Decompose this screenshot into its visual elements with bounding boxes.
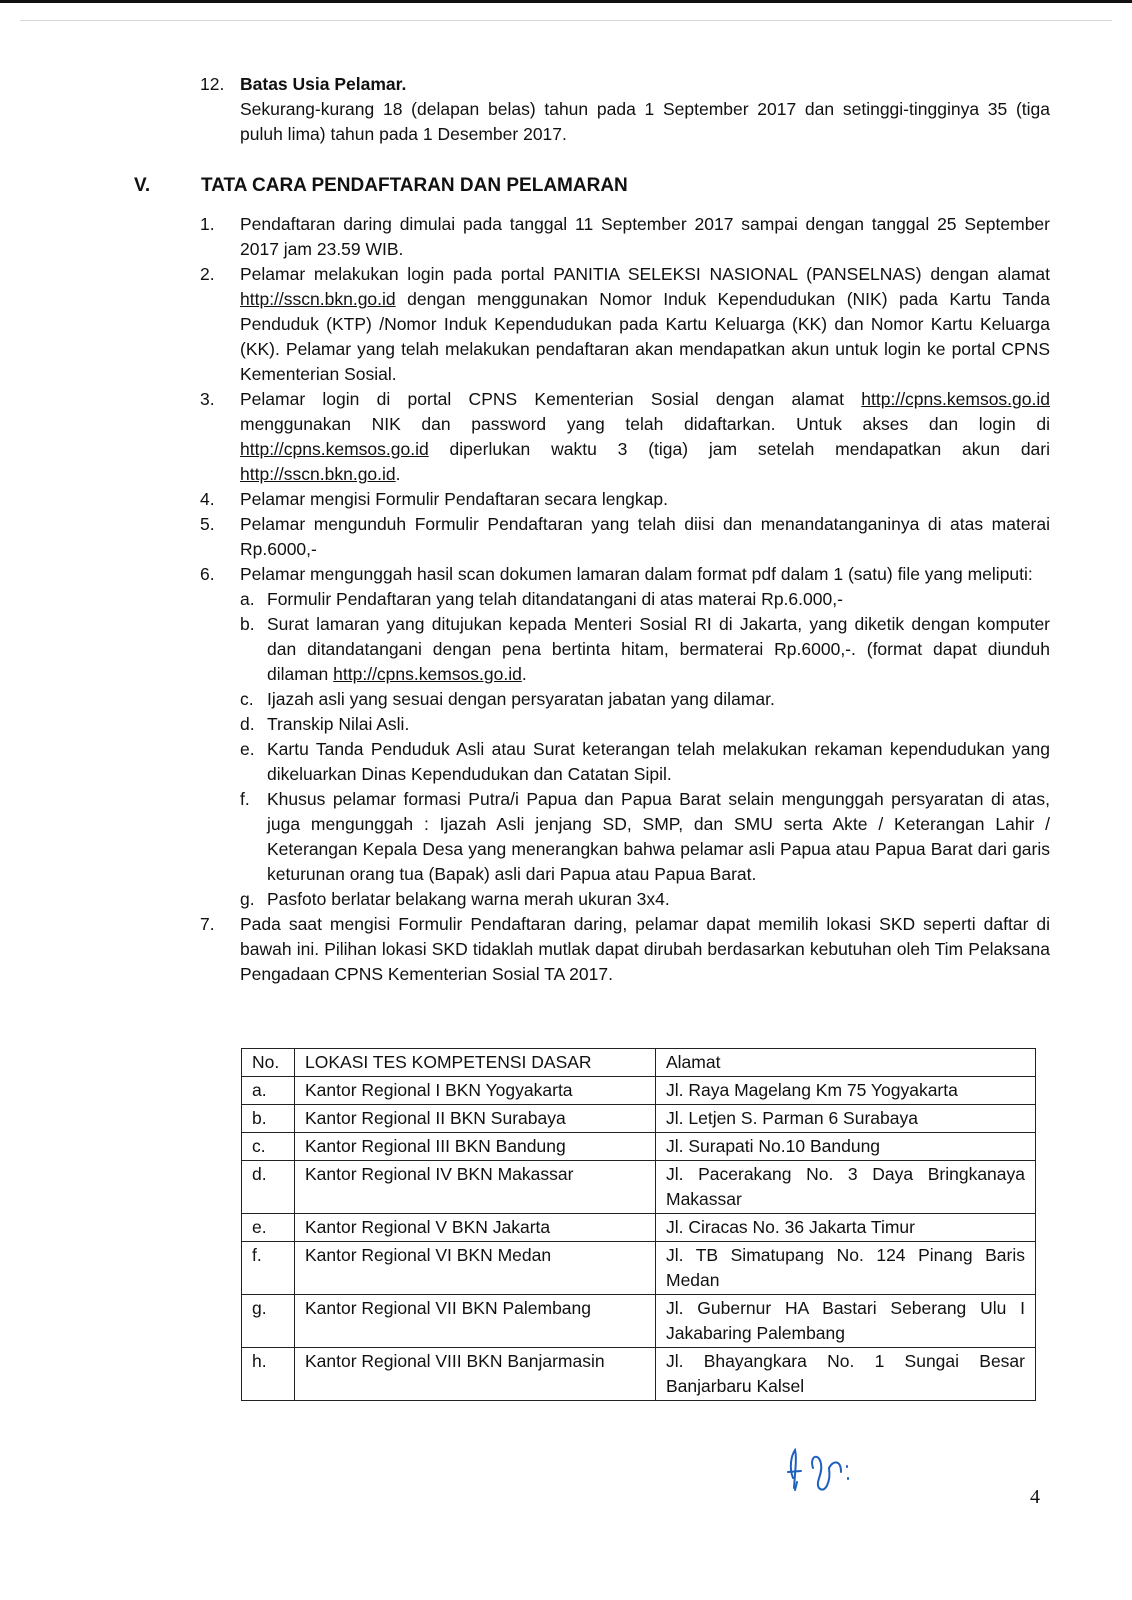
item-12-age-limit — [200, 72, 1050, 147]
table-row — [242, 1214, 1036, 1242]
table-row — [242, 1242, 1036, 1295]
table-cell: f. — [242, 1242, 295, 1295]
link-cpns-kemsos-2[interactable]: http://cpns.kemsos.go.id — [240, 439, 429, 459]
table-header-cell: Alamat — [656, 1049, 1036, 1077]
list-item-7: 7. Pada saat mengisi Formulir Pendaftaran daring, pelamar dapat memilih lokasi SKD seperti daftar di bawah ini. Pilihan lokasi SKD tidaklah mutlak dapat dirubah berdasarkan kebutuhan oleh Tim Pelaksana Pengadaan CPNS Kementerian Sosial TA 2017. — [200, 914, 1050, 984]
table-cell: d. — [242, 1161, 295, 1214]
table-cell: Jl. Ciracas No. 36 Jakarta Timur — [656, 1214, 1036, 1242]
table-cell: Kantor Regional III BKN Bandung — [295, 1133, 656, 1161]
link-cpns-kemsos[interactable]: http://cpns.kemsos.go.id — [861, 389, 1050, 409]
sub-item-f: f. Khusus pelamar formasi Putra/i Papua dan Papua Barat selain mengunggah persyaratan di atas, juga mengunggah : Ijazah Asli jenjang SD, SMP, dan SMU serta Akte / Keterangan Lahir / Keterangan Kepala Desa yang menerangkan bahwa pelamar asli Papua atau Papua Barat dari garis keturunan orang tua (Bapak) asli dari Papua atau Papua Barat. — [240, 789, 1050, 884]
table-cell: a. — [242, 1077, 295, 1105]
sub-item-d: d. Transkip Nilai Asli. — [240, 714, 410, 734]
table-cell: b. — [242, 1105, 295, 1133]
sub-item-c: c. Ijazah asli yang sesuai dengan persyaratan jabatan yang dilamar. — [240, 689, 775, 709]
table-cell: h. — [242, 1348, 295, 1401]
table-cell: Jl. Bhayangkara No. 1 Sungai Besar Banjarbaru Kalsel — [656, 1348, 1036, 1401]
table-cell: Kantor Regional II BKN Surabaya — [295, 1105, 656, 1133]
list-item-5: 5. Pelamar mengunduh Formulir Pendaftaran yang telah diisi dan menandatanganinya di atas materai Rp.6000,- — [200, 514, 1050, 559]
signature-strokes — [788, 1450, 848, 1490]
link-cpns-kemsos-3[interactable]: http://cpns.kemsos.go.id — [333, 664, 522, 684]
list-item-3: 3. Pelamar login di portal CPNS Kementerian Sosial dengan alamat http://cpns.kemsos.go.id menggunakan NIK dan password yang telah didaftarkan. Untuk akses dan login di http://cpns.kemsos.go.id diperlukan waktu 3 (tiga) jam setelah mendapatkan akun dari http://sscn.bkn.go.id. — [200, 389, 1050, 484]
item-title: Batas Usia Pelamar. — [240, 74, 407, 94]
sub-item-a: a. Formulir Pendaftaran yang telah ditandatangani di atas materai Rp.6.000,- — [240, 589, 843, 609]
table-cell: Kantor Regional VI BKN Medan — [295, 1242, 656, 1295]
section-title: TATA CARA PENDAFTARAN DAN PELAMARAN — [201, 175, 628, 196]
table-cell: Jl. TB Simatupang No. 124 Pinang Baris Medan — [656, 1242, 1036, 1295]
table-cell: Jl. Pacerakang No. 3 Daya Bringkanaya Makassar — [656, 1161, 1036, 1214]
link-sscn-2[interactable]: http://sscn.bkn.go.id — [240, 464, 396, 484]
table-row — [242, 1348, 1036, 1401]
table-cell: c. — [242, 1133, 295, 1161]
table-cell: Jl. Surapati No.10 Bandung — [656, 1133, 1036, 1161]
table-row — [242, 1077, 1036, 1105]
item-number: 12. — [200, 74, 225, 94]
table-cell: Jl. Letjen S. Parman 6 Surabaya — [656, 1105, 1036, 1133]
table-row — [242, 1161, 1036, 1214]
procedure-list — [200, 212, 1050, 987]
list-item-4: 4. Pelamar mengisi Formulir Pendaftaran secara lengkap. — [200, 489, 668, 509]
table-cell: g. — [242, 1295, 295, 1348]
table-row — [242, 1133, 1036, 1161]
table-cell: Kantor Regional VIII BKN Banjarmasin — [295, 1348, 656, 1401]
table-row — [242, 1295, 1036, 1348]
table-cell: Kantor Regional VII BKN Palembang — [295, 1295, 656, 1348]
sub-item-b: b. Surat lamaran yang ditujukan kepada Menteri Sosial RI di Jakarta, yang diketik dengan komputer dan ditandatangani dengan pena bertinta hitam, bermaterai Rp.6000,-. (format dapat diunduh dilaman http://cpns.kemsos.go.id. — [240, 614, 1050, 684]
list-item-1: 1. Pendaftaran daring dimulai pada tanggal 11 September 2017 sampai dengan tanggal 25 September 2017 jam 23.59 WIB. — [200, 214, 1050, 259]
table-cell: Kantor Regional I BKN Yogyakarta — [295, 1077, 656, 1105]
table-cell: Kantor Regional V BKN Jakarta — [295, 1214, 656, 1242]
table-cell: e. — [242, 1214, 295, 1242]
table-header-cell: No. — [242, 1049, 295, 1077]
sub-item-e: e. Kartu Tanda Penduduk Asli atau Surat keterangan telah melakukan rekaman kependudukan yang dikeluarkan Dinas Kependudukan dan Catatan Sipil. — [240, 739, 1050, 784]
section-heading — [134, 173, 628, 198]
table-cell: Jl. Raya Magelang Km 75 Yogyakarta — [656, 1077, 1036, 1105]
table-header-cell: LOKASI TES KOMPETENSI DASAR — [295, 1049, 656, 1077]
skd-location-table — [241, 1048, 1036, 1401]
list-item-6: 6. Pelamar mengunggah hasil scan dokumen lamaran dalam format pdf dalam 1 (satu) file yang meliputi: a. Formulir Pendaftaran yang telah ditandatangani di atas materai Rp.6.000,- b. Surat lamaran yang ditujukan kepada Menteri Sosial RI di Jakarta, yang diketik dengan komputer dan ditandatangani dengan pena bertinta hitam, bermaterai Rp.6000,-. (format dapat diunduh dilaman http://cpns.kemsos.go.id. c. Ijazah asli yang sesuai dengan persyaratan jabatan yang dilamar. d. Transkip Nilai Asli. e. Kartu Tanda Penduduk Asli atau Surat keterangan telah melakukan rekaman kependudukan yang dikeluarkan Dinas Kependudukan dan Catatan Sipil. f. Khusus pelamar formasi Putra/i Papua dan Papua Barat selain mengunggah persyaratan di atas, juga mengunggah : Ijazah Asli jenjang SD, SMP, dan SMU serta Akte / Keterangan Lahir / Keterangan Kepala Desa yang menerangkan bahwa pelamar asli Papua atau Papua Barat dari garis keturunan orang tua (Bapak) asli dari Papua atau Papua Barat. g. Pasfoto berlatar belakang warna merah ukuran 3x4. — [200, 562, 1050, 912]
table-row — [242, 1105, 1036, 1133]
item-text: Sekurang-kurang 18 (delapan belas) tahun pada 1 September 2017 dan setinggi-tingginya 35 (tiga puluh lima) tahun pada 1 Desember 2017. — [240, 99, 1050, 144]
list-item-2: 2. Pelamar melakukan login pada portal PANITIA SELEKSI NASIONAL (PANSELNAS) dengan alamat http://sscn.bkn.go.id dengan menggunakan Nomor Induk Kependudukan (NIK) pada Kartu Tanda Penduduk (KTP) /Nomor Induk Kependudukan pada Kartu Keluarga (KK) dan Nomor Kartu Keluarga (KK). Pelamar yang telah melakukan pendaftaran akan mendapatkan akun untuk login ke portal CPNS Kementerian Sosial. — [200, 264, 1050, 384]
sub-item-g: g. Pasfoto berlatar belakang warna merah ukuran 3x4. — [240, 889, 670, 909]
table-cell: Kantor Regional IV BKN Makassar — [295, 1161, 656, 1214]
table-cell: Jl. Gubernur HA Bastari Seberang Ulu I Jakabaring Palembang — [656, 1295, 1036, 1348]
page-number: 4 — [1030, 1486, 1040, 1508]
signature-initials — [785, 1438, 875, 1498]
section-number: V. — [134, 175, 151, 196]
link-sscn[interactable]: http://sscn.bkn.go.id — [240, 289, 396, 309]
table-header-row — [242, 1049, 1036, 1077]
